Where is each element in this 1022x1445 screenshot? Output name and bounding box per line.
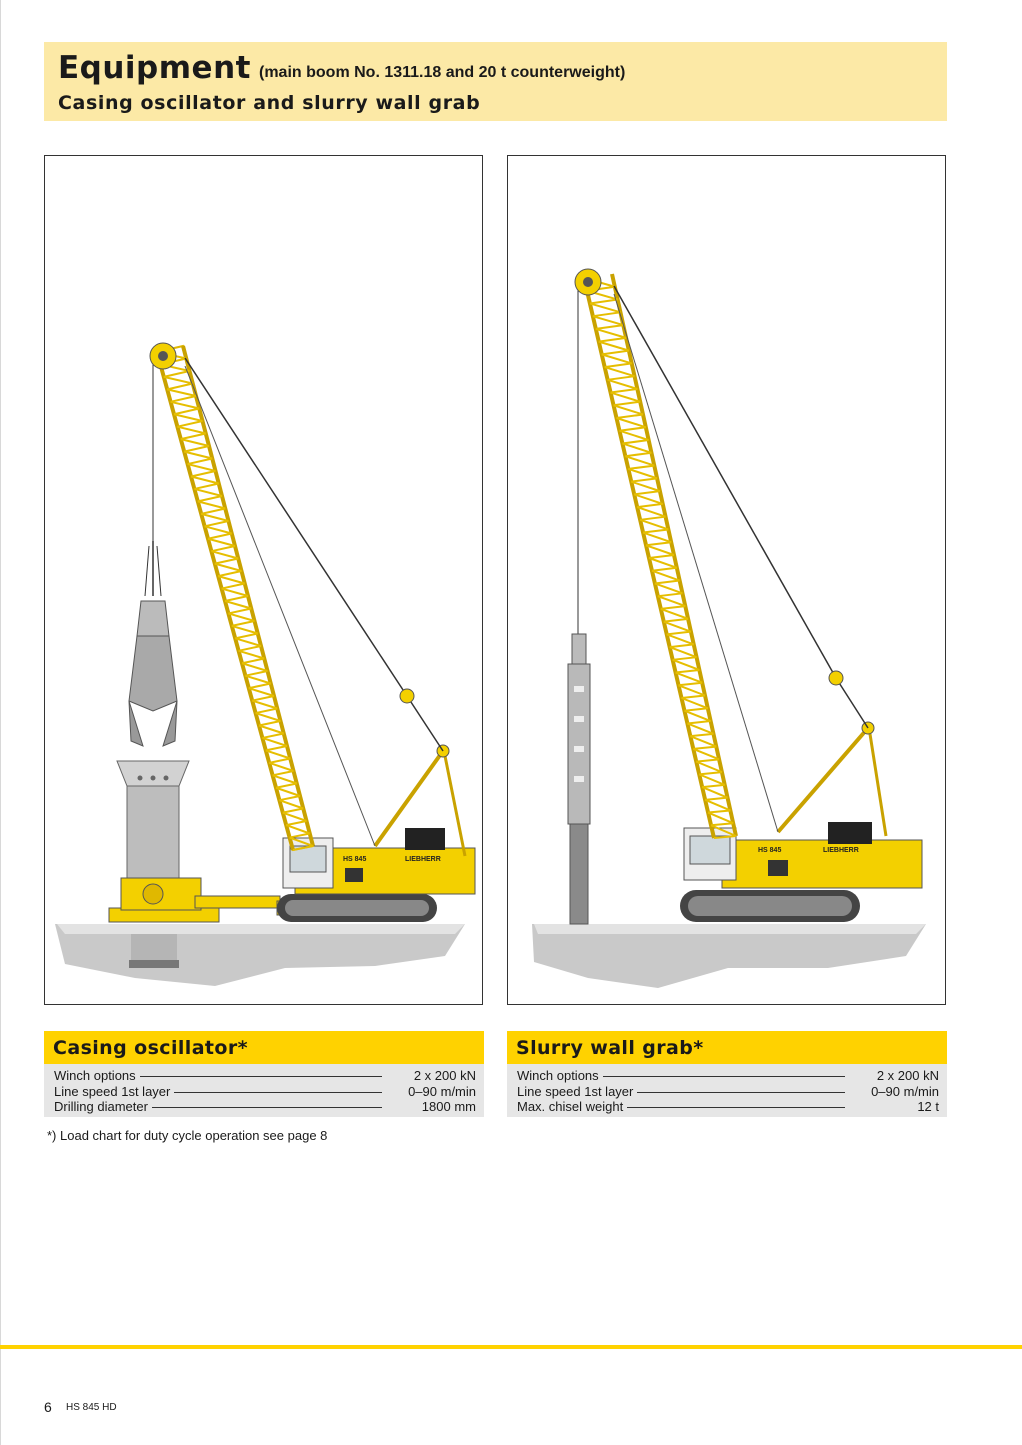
boom-lattice-brace xyxy=(184,446,209,452)
boom-lattice-brace xyxy=(590,300,618,304)
boom-lattice-brace xyxy=(211,546,235,551)
boom-lattice-brace xyxy=(676,670,700,673)
boom-lattice-brace xyxy=(225,596,248,601)
boom-lattice-brace xyxy=(628,466,654,469)
boom-lattice-brace xyxy=(211,551,238,558)
spec-row xyxy=(507,1084,947,1100)
boom-lattice-brace xyxy=(599,338,626,342)
crane-brand-label: LIEBHERR xyxy=(823,847,859,854)
boom-lattice-brace xyxy=(273,771,294,775)
boom-lattice-brace xyxy=(625,456,654,465)
spec-label: Max. chisel weight xyxy=(517,1099,627,1115)
boom-lattice-brace xyxy=(673,657,697,660)
engine-cover xyxy=(828,822,872,844)
spec-value: 1800 mm xyxy=(382,1099,476,1115)
boom-lattice-brace xyxy=(646,545,674,555)
boom-lattice-brace xyxy=(164,377,193,384)
boom-lattice-brace xyxy=(286,821,306,825)
boom-lattice-brace xyxy=(631,482,660,492)
grab-shells xyxy=(129,636,177,711)
boom-lattice-brace xyxy=(222,589,248,596)
title-note: (main boom No. 1311.18 and 20 t counterweight) xyxy=(259,64,626,81)
boom-lattice-brace xyxy=(646,542,671,545)
boom-lattice-brace xyxy=(188,459,213,465)
boom-lattice-brace xyxy=(658,593,683,596)
boom-lattice-brace xyxy=(218,576,245,583)
boom-lattice-brace xyxy=(167,389,196,396)
casing-cutting-teeth xyxy=(129,960,179,968)
boom-lattice-brace xyxy=(596,329,626,338)
footnote: *) Load chart for duty cycle operation see page 8 xyxy=(47,1128,328,1143)
ground-highlight xyxy=(57,924,465,934)
boom-lattice-brace xyxy=(608,380,638,389)
boom-lattice-brace xyxy=(652,568,677,571)
spec-row xyxy=(507,1068,947,1084)
page-edge-rule xyxy=(0,0,1,1445)
boom-lattice-brace xyxy=(711,823,733,825)
header-band xyxy=(44,42,947,121)
boom-lattice-brace xyxy=(222,584,245,589)
spec-casing-oscillator xyxy=(44,1031,484,1117)
boom-lattice-brace xyxy=(184,452,212,459)
boom-lattice-brace xyxy=(290,834,310,838)
crane-model-label: HS 845 xyxy=(343,856,367,863)
spec-row xyxy=(507,1099,947,1115)
boom-lattice-brace xyxy=(664,622,691,632)
boom-lattice-brace xyxy=(599,342,629,351)
boom-lattice-brace xyxy=(605,363,632,367)
boom-lattice-brace xyxy=(276,784,297,788)
boom-lattice-brace xyxy=(228,609,251,614)
spec-label: Winch options xyxy=(54,1068,140,1084)
boom-lattice-brace xyxy=(667,634,694,644)
boom-lattice-brace xyxy=(191,471,216,477)
boom-lattice-brace xyxy=(622,443,651,452)
figure-slurry-wall-grab xyxy=(507,155,946,1005)
boom-lattice-brace xyxy=(208,534,232,539)
boom-lattice-brace xyxy=(614,405,643,414)
boom-lattice-brace xyxy=(640,517,665,520)
boom-lattice-brace xyxy=(225,601,251,609)
boom-lattice-brace xyxy=(262,734,283,738)
casing-underground xyxy=(131,934,177,964)
boom-lattice-brace xyxy=(201,514,228,521)
boom-lattice-brace xyxy=(696,759,719,761)
boom-lattice-brace xyxy=(611,389,638,393)
boom-lattice-brace xyxy=(708,810,730,812)
boom-lattice-brace xyxy=(687,721,710,723)
boom-lattice-brace xyxy=(649,558,677,568)
grab-head xyxy=(137,601,169,636)
crane-upper-body xyxy=(722,840,922,888)
boom-lattice-brace xyxy=(228,613,254,621)
boom-lattice-brace xyxy=(602,354,632,363)
boom-lattice-brace xyxy=(252,696,274,701)
boom-lattice-brace xyxy=(693,747,716,749)
boom-lattice-brace xyxy=(167,384,193,390)
boom-lattice-brace xyxy=(256,709,278,714)
spec-table xyxy=(44,1064,484,1117)
page-number: 6 xyxy=(44,1399,52,1415)
boom-lattice-brace xyxy=(171,396,196,402)
boom-lattice-brace xyxy=(269,759,290,763)
boom-lattice-brace xyxy=(174,409,199,415)
boom-lattice-brace xyxy=(602,351,629,355)
boom-lattice-brace xyxy=(625,453,651,456)
boom-lattice-brace xyxy=(177,427,205,434)
boom-lattice-brace xyxy=(593,316,623,325)
boom-lattice-brace xyxy=(188,464,216,471)
boom-lattice-brace xyxy=(661,609,688,619)
boom-lattice-brace xyxy=(198,501,225,508)
spec-label: Winch options xyxy=(517,1068,603,1084)
boom-lattice-brace xyxy=(637,504,663,507)
spec-value: 2 x 200 kN xyxy=(845,1068,939,1084)
boom-lattice-brace xyxy=(702,785,725,787)
boom-lattice-brace xyxy=(249,684,271,689)
crane-model-label: HS 845 xyxy=(758,847,782,854)
spec-value: 0–90 m/min xyxy=(845,1084,939,1100)
grab-shells xyxy=(570,824,588,924)
footer-rule xyxy=(0,1345,1022,1349)
boom-lattice-brace xyxy=(608,376,635,380)
boom-lattice-brace xyxy=(205,521,229,526)
boom-lattice-brace xyxy=(235,638,261,646)
grab-head xyxy=(572,634,586,664)
boom-lattice-brace xyxy=(640,520,668,530)
spec-title: Slurry wall grab* xyxy=(507,1031,947,1064)
boom-lattice-brace xyxy=(245,671,267,676)
boom-lattice-brace xyxy=(232,626,258,634)
section-title: Casing oscillator and slurry wall grab xyxy=(58,92,481,114)
boom-lattice-brace xyxy=(279,796,300,800)
boom-lattice-brace xyxy=(177,421,202,427)
boom-lattice-brace xyxy=(194,484,218,489)
boom-lattice-brace xyxy=(634,491,660,494)
boom-lattice-brace xyxy=(631,478,657,481)
boom-lattice-brace xyxy=(655,583,683,593)
boom-lattice-brace xyxy=(198,496,222,501)
crane-oscillator-illustration xyxy=(45,156,483,1005)
spec-value: 2 x 200 kN xyxy=(382,1068,476,1084)
crane-grab-illustration xyxy=(508,156,946,1005)
footer-model: HS 845 HD xyxy=(66,1402,117,1413)
boom-lattice-brace xyxy=(617,418,646,427)
spec-table xyxy=(507,1064,947,1117)
boom-lattice-brace xyxy=(596,325,623,329)
boom-lattice-brace xyxy=(617,415,644,419)
boom-lattice-brace xyxy=(181,434,206,440)
boom-lattice-brace xyxy=(649,555,674,558)
boom-lattice-brace xyxy=(605,367,635,376)
boom-lattice-brace xyxy=(191,477,219,484)
boom-lattice-brace xyxy=(208,539,235,546)
boom-lattice-brace xyxy=(628,469,657,478)
boom-lattice-brace xyxy=(235,634,258,639)
spec-title: Casing oscillator* xyxy=(44,1031,484,1064)
figure-casing-oscillator xyxy=(44,155,483,1005)
boom-lattice-brace xyxy=(205,526,232,533)
page-title: Equipment xyxy=(58,50,251,86)
boom-lattice-brace xyxy=(643,533,671,543)
boom-lattice-brace xyxy=(658,596,685,606)
spec-row xyxy=(44,1084,484,1100)
boom-lattice-brace xyxy=(690,734,713,736)
boom-lattice-brace xyxy=(259,721,281,726)
boom-lattice-brace xyxy=(201,509,225,514)
crane-brand-label: LIEBHERR xyxy=(405,856,441,863)
boom-lattice-brace xyxy=(232,621,255,626)
spec-row xyxy=(44,1068,484,1084)
boom-lattice-brace xyxy=(655,581,680,584)
boom-lattice-brace xyxy=(215,564,242,571)
boom-lattice-brace xyxy=(614,402,641,406)
boom-lattice-brace xyxy=(611,393,641,402)
spec-label: Line speed 1st layer xyxy=(54,1084,174,1100)
spec-value: 0–90 m/min xyxy=(382,1084,476,1100)
boom-lattice-brace xyxy=(181,439,209,446)
boom-lattice-brace xyxy=(661,606,685,609)
boom-lattice-brace xyxy=(664,619,688,622)
boom-lattice-brace xyxy=(266,746,287,750)
spec-label: Drilling diameter xyxy=(54,1099,152,1115)
boom-lattice-brace xyxy=(174,414,203,421)
boom-lattice-brace xyxy=(637,507,665,517)
spec-row xyxy=(44,1099,484,1115)
boom-lattice-brace xyxy=(652,571,680,581)
oscillator-arm xyxy=(195,896,280,908)
engine-cover xyxy=(405,828,445,850)
boom-lattice-brace xyxy=(682,696,706,699)
casing-collar xyxy=(117,761,189,786)
boom-lattice-brace xyxy=(283,809,303,813)
boom-lattice-brace xyxy=(590,303,621,312)
boom-lattice-brace xyxy=(593,312,621,316)
boom-lattice-brace xyxy=(634,494,663,504)
boom-lattice-brace xyxy=(239,646,261,651)
boom-lattice-brace xyxy=(218,571,241,576)
boom-lattice-brace xyxy=(643,529,668,532)
boom-lattice-brace xyxy=(705,798,727,800)
boom-lattice-brace xyxy=(684,708,707,710)
boom-lattice-brace xyxy=(164,371,190,377)
boom-lattice-brace xyxy=(622,440,648,443)
boom-lattice-brace xyxy=(215,559,238,564)
boom-lattice-brace xyxy=(670,644,694,647)
main-boom xyxy=(584,274,736,838)
boom-lattice-brace xyxy=(667,632,691,635)
boom-lattice-brace xyxy=(699,772,722,774)
gantry xyxy=(778,728,868,832)
boom-lattice-brace xyxy=(171,402,200,409)
boom-lattice-brace xyxy=(194,489,222,496)
boom-lattice-brace xyxy=(619,431,648,440)
spec-slurry-wall-grab xyxy=(507,1031,947,1117)
spec-label: Line speed 1st layer xyxy=(517,1084,637,1100)
boom-lattice-brace xyxy=(619,427,645,430)
boom-lattice-brace xyxy=(242,659,264,664)
boom-lattice-brace xyxy=(679,683,703,686)
spec-value: 12 t xyxy=(845,1099,939,1115)
